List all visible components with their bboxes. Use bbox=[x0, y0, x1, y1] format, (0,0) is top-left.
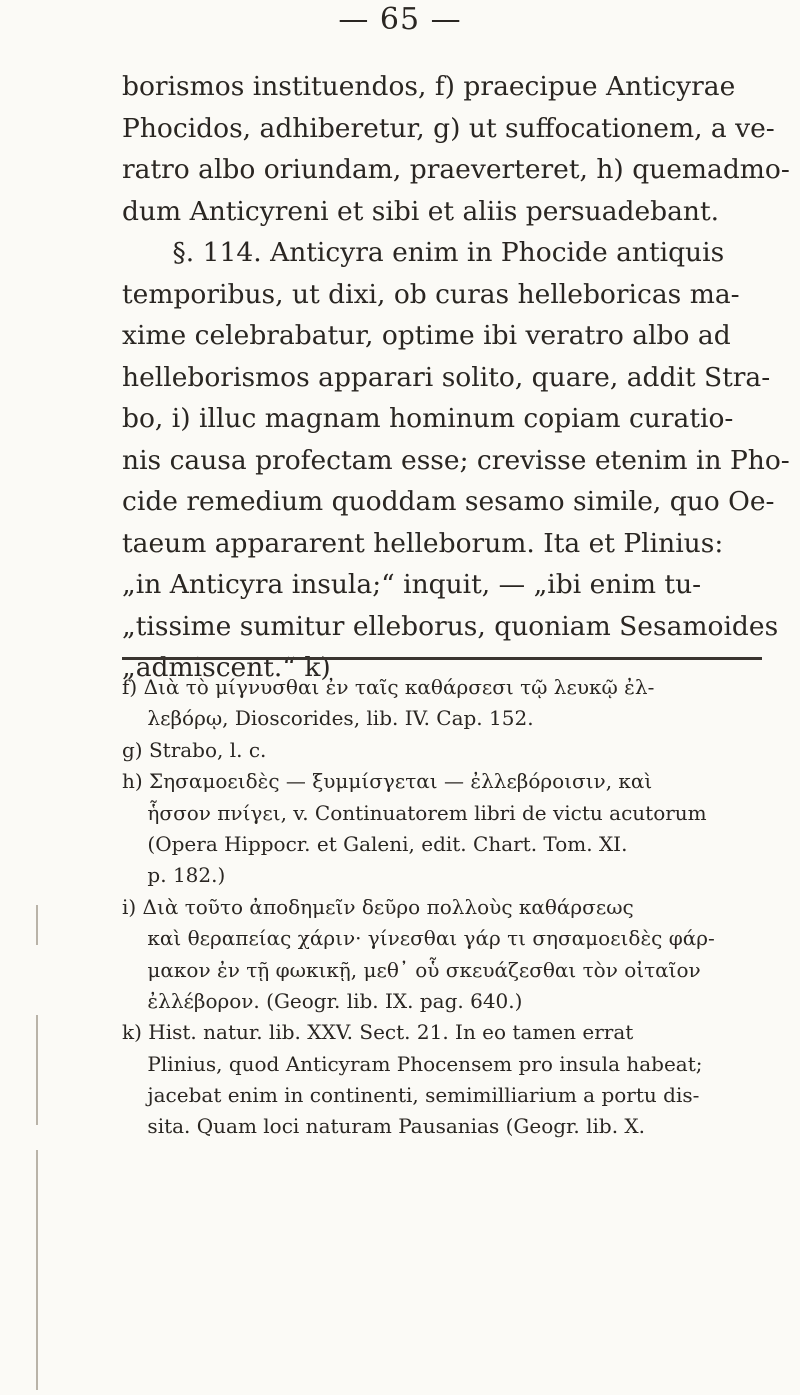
footnote-line: μακον ἐν τῇ φωκικῇ, μεθ᾽ οὗ σκευάζεσθαι τὸν οἰταῖον bbox=[122, 957, 701, 982]
margin-bleed-mark bbox=[36, 1015, 38, 1125]
text-line: „in Anticyra insula;“ inquit, — „ibi enim tu- bbox=[122, 569, 702, 600]
text-line: „admiscent.“ k) bbox=[122, 652, 331, 683]
footnote-line: i) Διὰ τοῦτο ἀποδημεῖν δεῦρο πολλοὺς καθάρσεως bbox=[122, 894, 634, 919]
footnote-line: h) Σησαμοειδὲς — ξυμμίσγεται — ἐλλεβόροισιν, καὶ bbox=[122, 769, 653, 794]
footnote-line: jacebat enim in continenti, semimilliarium a portu dis- bbox=[122, 1083, 700, 1108]
footnote-line: λεβόρῳ, Dioscorides, lib. IV. Cap. 152. bbox=[122, 706, 534, 731]
text-line: bo, i) illuc magnam hominum copiam curatio- bbox=[122, 403, 734, 434]
footnote-line: g) Strabo, l. c. bbox=[122, 737, 267, 762]
text-line: xime celebrabatur, optime ibi veratro albo ad bbox=[122, 320, 731, 351]
footnote-line: καὶ θεραπείας χάριν· γίνεσθαι γάρ τι σησαμοειδὲς φάρ- bbox=[122, 926, 715, 951]
footnote-line: p. 182.) bbox=[122, 863, 226, 888]
footnote-line: Plinius, quod Anticyram Phocensem pro insula habeat; bbox=[122, 1051, 703, 1076]
page-number: — 65 — bbox=[338, 2, 462, 37]
main-text bbox=[122, 66, 790, 689]
text-line: temporibus, ut dixi, ob curas helleboricas ma- bbox=[122, 278, 740, 310]
text-line: „tissime sumitur elleborus, quoniam Sesamoides bbox=[122, 610, 779, 642]
text-line: helleborismos apparari solito, quare, addit Stra- bbox=[122, 361, 771, 393]
footnote-line: k) Hist. natur. lib. XXV. Sect. 21. In eo tamen errat bbox=[122, 1020, 634, 1045]
margin-bleed-mark bbox=[36, 1150, 38, 1390]
text-line: cide remedium quoddam sesamo simile, quo Oe- bbox=[122, 486, 775, 517]
footnote-line: f) Διὰ τὸ μίγνυσθαι ἐν ταῖς καθάρσεσι τῷ λευκῷ ἐλ- bbox=[122, 675, 655, 699]
text-line: §. 114. Anticyra enim in Phocide antiquis bbox=[122, 237, 725, 268]
footnote-line: sita. Quam loci naturam Pausanias (Geogr. lib. X. bbox=[122, 1114, 646, 1139]
footnote-line: (Opera Hippocr. et Galeni, edit. Chart. Tom. XI. bbox=[122, 831, 628, 856]
text-line: taeum appararent helleborum. Ita et Plinius: bbox=[122, 527, 724, 559]
footnote-divider bbox=[122, 657, 762, 660]
margin-bleed-mark bbox=[36, 905, 38, 945]
text-line: dum Anticyreni et sibi et aliis persuadebant. bbox=[122, 195, 720, 227]
text-line: borismos instituendos, f) praecipue Anticyrae bbox=[122, 71, 736, 102]
footnotes bbox=[122, 672, 772, 1143]
text-line: ratro albo oriundam, praeverteret, h) quemadmo- bbox=[122, 154, 790, 185]
text-line: Phocidos, adhiberetur, g) ut suffocationem, a ve- bbox=[122, 112, 775, 144]
footnote-line: ἐλλέβορον. (Geogr. lib. IX. pag. 640.) bbox=[122, 988, 523, 1013]
footnote-line: ἧσσον πνίγει, v. Continuatorem libri de victu acutorum bbox=[122, 800, 707, 825]
text-line: nis causa profectam esse; crevisse etenim in Pho- bbox=[122, 444, 790, 476]
